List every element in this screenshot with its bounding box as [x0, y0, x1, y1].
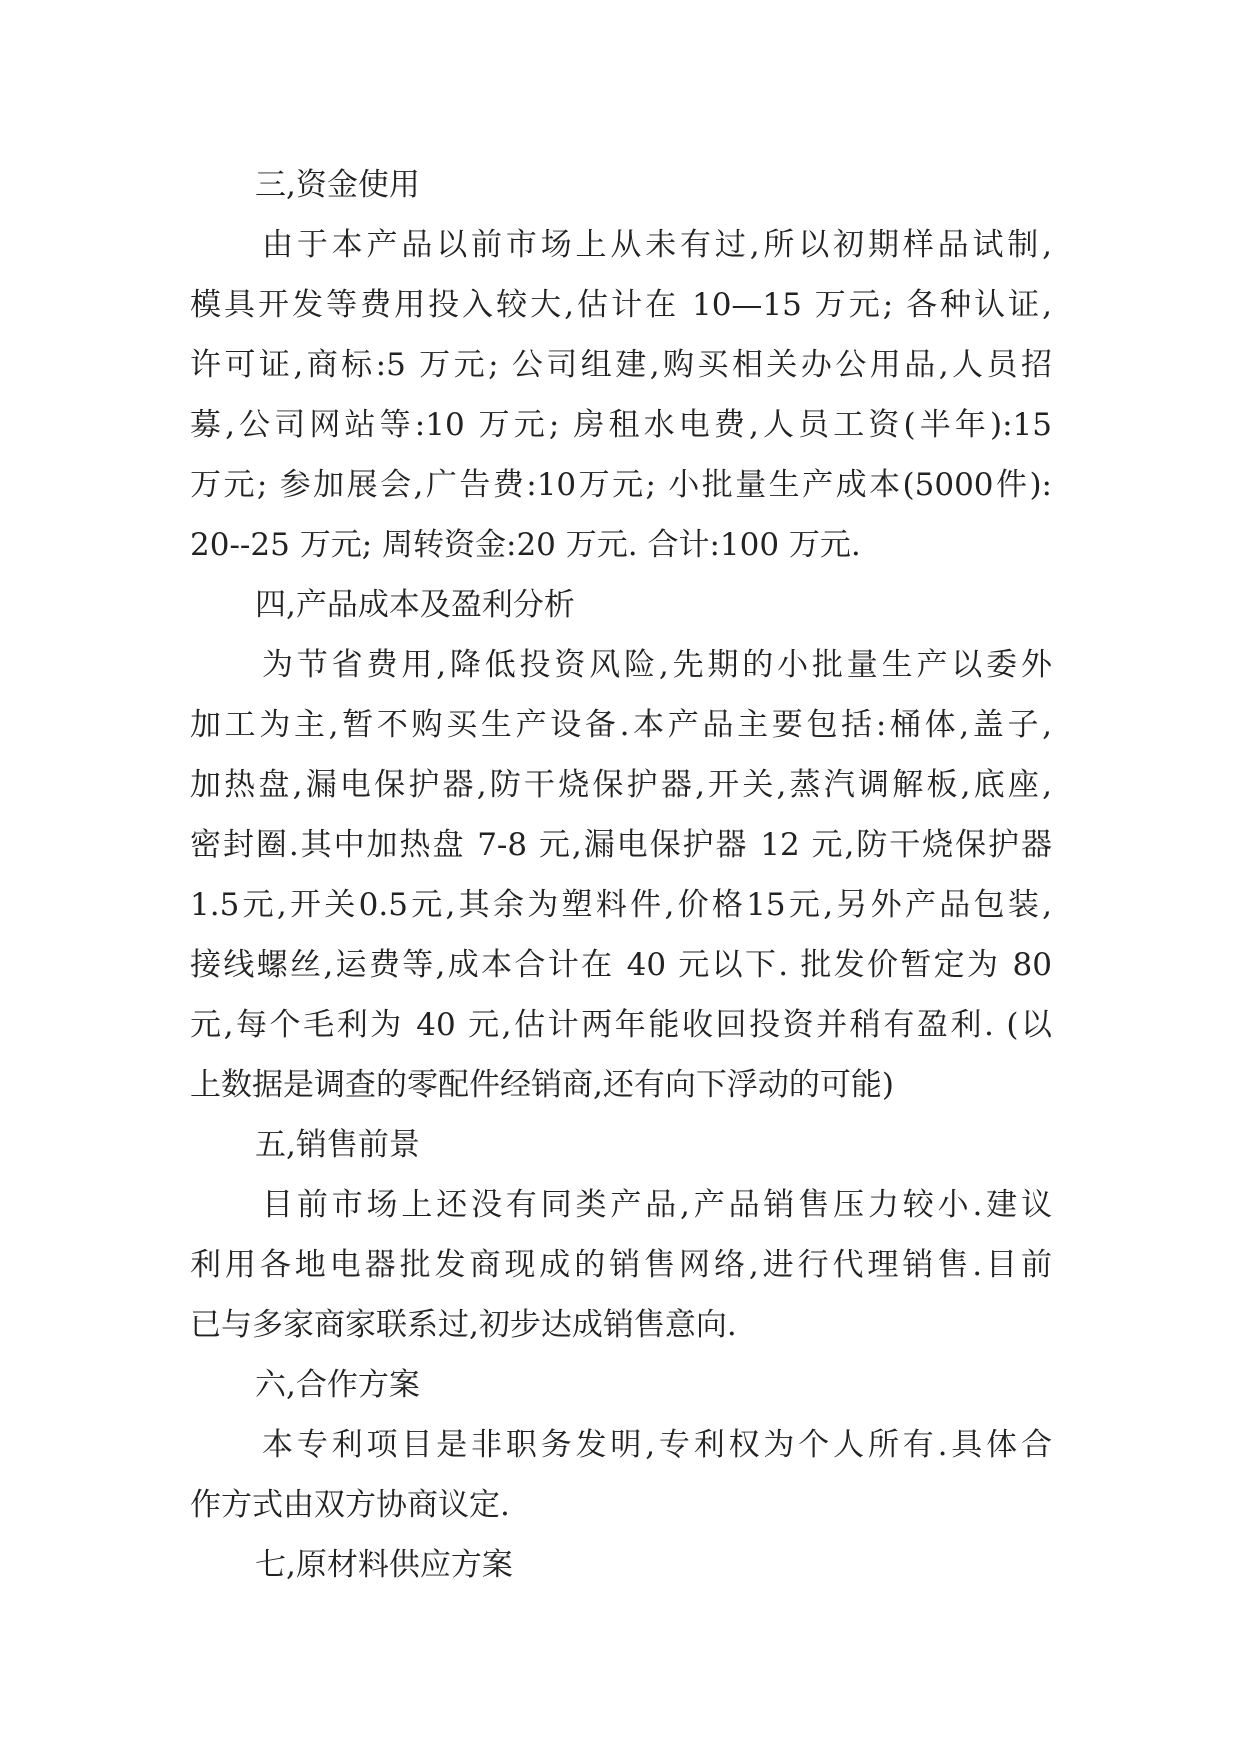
paragraph-line: 本专利项目是非职务发明,专利权为个人所有.具体合 — [262, 1427, 1052, 1463]
section-heading-sales-outlook: 五,销售前景 — [255, 1127, 420, 1163]
section-heading-cooperation: 六,合作方案 — [255, 1367, 420, 1403]
paragraph-line: 募,公司网站等:10 万元; 房租水电费,人员工资(半年):15 — [190, 407, 1052, 443]
section-heading-cost-profit: 四,产品成本及盈利分析 — [255, 587, 575, 623]
paragraph-line: 加工为主,暂不购买生产设备.本产品主要包括:桶体,盖子, — [190, 707, 1052, 743]
paragraph-line: 20--25 万元; 周转资金:20 万元. 合计:100 万元. — [190, 527, 861, 563]
section-heading-raw-materials: 七,原材料供应方案 — [255, 1547, 513, 1583]
paragraph-line: 目前市场上还没有同类产品,产品销售压力较小.建议 — [262, 1187, 1052, 1223]
paragraph-line: 由于本产品以前市场上从未有过,所以初期样品试制, — [262, 227, 1052, 263]
document-body — [190, 155, 1052, 1595]
section-heading-funds: 三,资金使用 — [255, 167, 420, 203]
paragraph-line: 模具开发等费用投入较大,估计在 10—15 万元; 各种认证, — [190, 287, 1052, 323]
paragraph-line: 已与多家商家联系过,初步达成销售意向. — [190, 1307, 737, 1343]
paragraph-line: 上数据是调查的零配件经销商,还有向下浮动的可能) — [190, 1067, 894, 1103]
paragraph-line: 密封圈.其中加热盘 7-8 元,漏电保护器 12 元,防干烧保护器 — [190, 827, 1052, 863]
paragraph-line: 作方式由双方协商议定. — [190, 1487, 510, 1523]
paragraph-line: 1.5元,开关0.5元,其余为塑料件,价格15元,另外产品包装, — [190, 887, 1052, 923]
paragraph-line: 为节省费用,降低投资风险,先期的小批量生产以委外 — [262, 647, 1052, 683]
paragraph-line: 许可证,商标:5 万元; 公司组建,购买相关办公用品,人员招 — [190, 347, 1052, 383]
paragraph-line: 加热盘,漏电保护器,防干烧保护器,开关,蒸汽调解板,底座, — [190, 767, 1052, 803]
paragraph-line: 元,每个毛利为 40 元,估计两年能收回投资并稍有盈利. (以 — [190, 1007, 1052, 1043]
paragraph-line: 接线螺丝,运费等,成本合计在 40 元以下. 批发价暂定为 80 — [190, 947, 1052, 983]
paragraph-line: 万元; 参加展会,广告费:10万元; 小批量生产成本(5000件): — [190, 467, 1052, 503]
paragraph-line: 利用各地电器批发商现成的销售网络,进行代理销售.目前 — [190, 1247, 1052, 1283]
